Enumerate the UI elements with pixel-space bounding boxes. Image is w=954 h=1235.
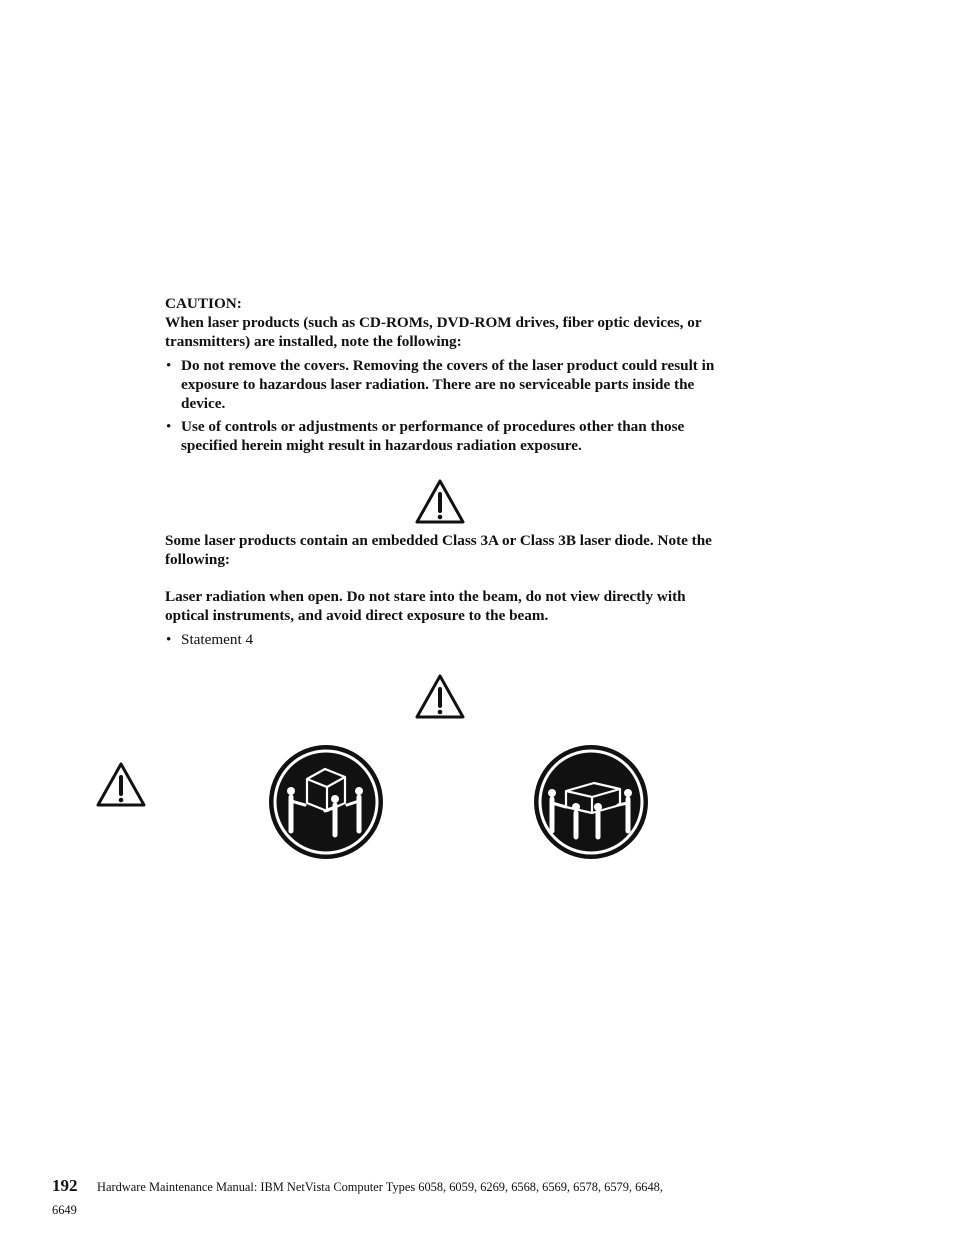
two-person-lift-icon <box>267 743 385 861</box>
statement-list <box>165 630 725 649</box>
caution-bullet-list <box>165 356 725 455</box>
footer-title: Hardware Maintenance Manual: IBM NetVista Computer Types 6058, 6059, 6269, 6568, 6569, 6578, 6579, 6648, <box>97 1180 663 1194</box>
statement-item: • Statement 4 <box>165 630 725 649</box>
warning-triangle-icon <box>414 673 466 720</box>
three-person-lift-icon <box>532 743 650 861</box>
footer-title-continued: 6649 <box>52 1203 77 1217</box>
caution-heading: CAUTION: <box>165 295 242 312</box>
caution-bullet: • Use of controls or adjustments or performance of procedures other than those specified herein might result in hazardous radiation exposure. <box>165 417 725 455</box>
page-number: 192 <box>52 1176 78 1195</box>
laser-warning: Laser radiation when open. Do not stare into the beam, do not view directly with optical instruments, and avoid direct exposure to the beam. <box>165 588 686 624</box>
warning-triangle-icon <box>414 478 466 525</box>
caution-intro: When laser products (such as CD-ROMs, DVD-ROM drives, fiber optic devices, or transmitters) are installed, note the following: <box>165 314 702 350</box>
laser-note: Some laser products contain an embedded Class 3A or Class 3B laser diode. Note the following: <box>165 532 712 568</box>
caution-bullet: • Do not remove the covers. Removing the covers of the laser product could result in exposure to hazardous laser radiation. There are no serviceable parts inside the device. <box>165 356 725 413</box>
warning-triangle-icon <box>95 761 147 808</box>
